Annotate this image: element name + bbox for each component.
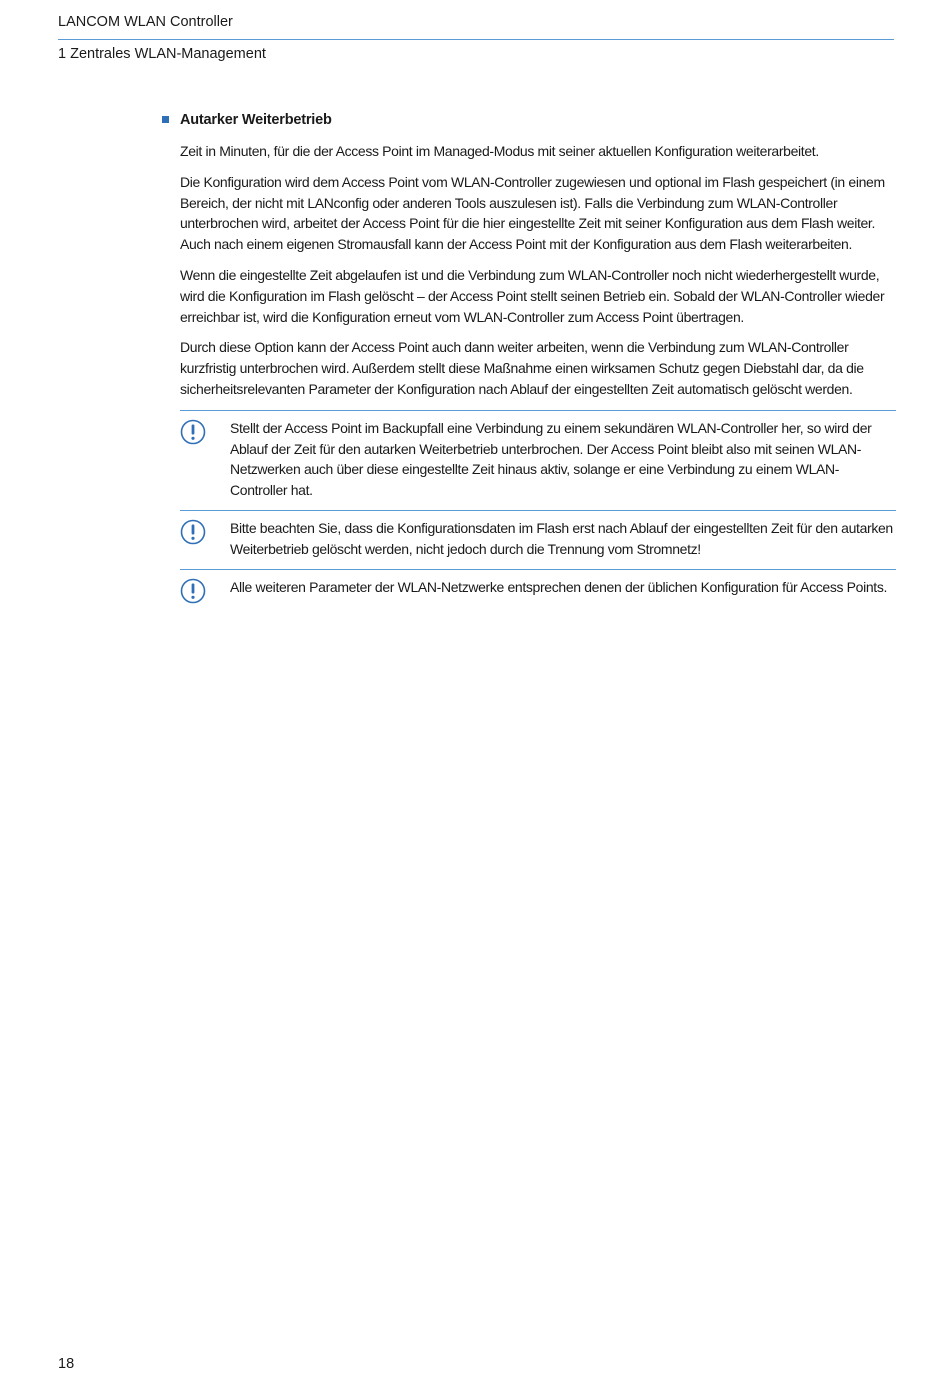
header-divider [58, 39, 894, 40]
main-content [180, 110, 896, 606]
exclamation-circle-icon [180, 519, 206, 545]
square-bullet-icon [162, 116, 169, 123]
paragraph: Die Konfiguration wird dem Access Point vom WLAN-Controller zugewiesen und optional im Flash gespeichert (in einem Bereich, der nicht mit LANconfig oder anderen Tools auszulesen ist). Falls die Verbindung zum WLAN-Controller unterbrochen wird, arbeitet der Access Point für die hier eingestellte Zeit mit seiner Konfiguration aus dem Flash weiter. Auch nach einem eigenen Stromausfall kann der Access Point mit der Konfiguration aus dem Flash weiterarbeiten. [180, 173, 885, 253]
page-number: 18 [58, 1356, 75, 1372]
note-text: Stellt der Access Point im Backupfall eine Verbindung zu einem sekundären WLAN-Controller her, so wird der Ablauf der Zeit für den autarken Weiterbetrieb unterbrochen. Der Access Point bleibt also mit seinen WLAN-Netzwerken auch über diese eingestellte Zeit hinaus aktiv, solange er eine Verbindung zu einem WLAN-Controller hat. [230, 419, 872, 499]
section-heading-text: Autarker Weiterbetrieb [180, 112, 332, 128]
chapter-title: 1 Zentrales WLAN-Management [58, 46, 266, 62]
paragraph: Zeit in Minuten, für die der Access Point im Managed-Modus mit seiner aktuellen Konfiguration weiterarbeitet. [180, 143, 819, 159]
note-box [180, 510, 896, 569]
note-text: Alle weiteren Parameter der WLAN-Netzwerke entsprechen denen der üblichen Konfiguration für Access Points. [230, 578, 888, 595]
note-text: Bitte beachten Sie, dass die Konfigurationsdaten im Flash erst nach Ablauf der eingestellten Zeit für den autarken Weiterbetrieb gelöscht werden, nicht jedoch durch die Trennung vom Stromnetz! [230, 519, 893, 557]
paragraph: Wenn die eingestellte Zeit abgelaufen ist und die Verbindung zum WLAN-Controller noch nicht wiederhergestellt wurde, wird die Konfiguration im Flash gelöscht – der Access Point stellt seinen Betrieb ein. Sobald der WLAN-Controller wieder erreichbar ist, wird die Konfiguration erneut vom WLAN-Controller zum Access Point übertragen. [180, 266, 885, 325]
exclamation-circle-icon [180, 578, 206, 604]
paragraph: Durch diese Option kann der Access Point auch dann weiter arbeiten, wenn die Verbindung zum WLAN-Controller kurzfristig unterbrochen wird. Außerdem stellt diese Maßnahme einen wirksamen Schutz gegen Diebstahl dar, da die sicherheitsrelevanten Parameter der Konfiguration nach Ablauf der eingestellten Zeit automatisch gelöscht werden. [180, 339, 864, 397]
section-heading [180, 110, 896, 131]
note-box [180, 569, 896, 607]
document-title: LANCOM WLAN Controller [58, 14, 233, 30]
exclamation-circle-icon [180, 419, 206, 445]
note-box [180, 410, 896, 510]
